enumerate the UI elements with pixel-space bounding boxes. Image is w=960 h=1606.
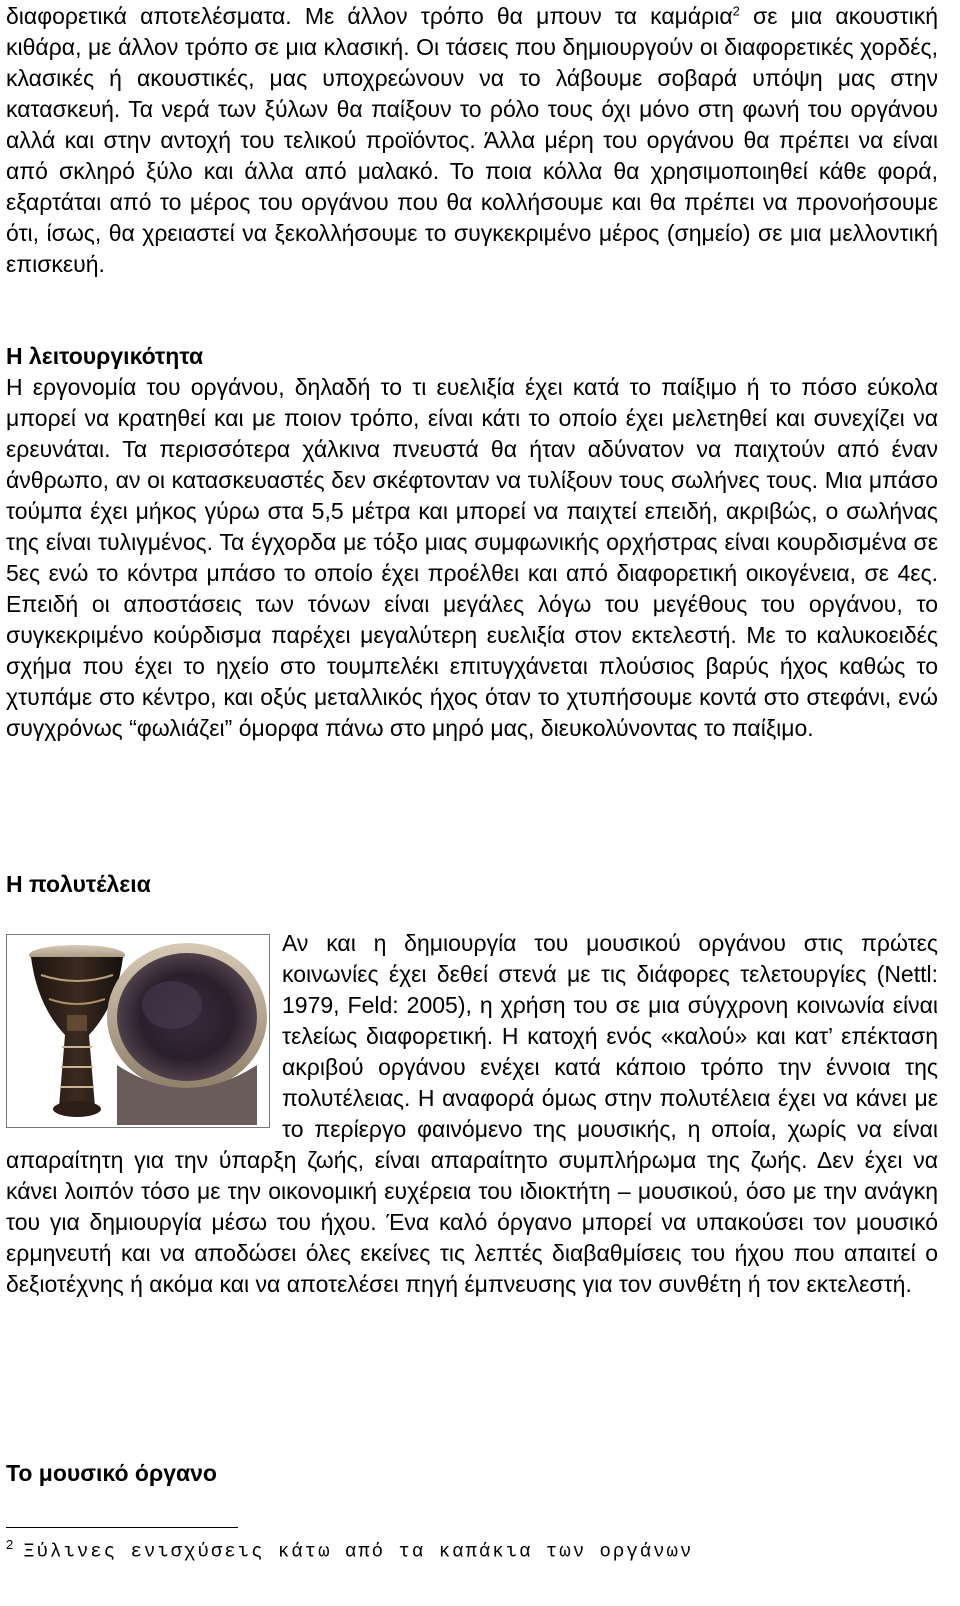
heading-luxury: Η πολυτέλεια	[6, 871, 151, 897]
paragraph-functionality: Η εργονομία του οργάνου, δηλαδή το τι ευελιξία έχει κατά το παίξιμο ή το πόσο εύκολα μπορεί να κρατηθεί και με ποιον τρόπο, είναι κάτι το οποίο έχει μελετηθεί και συνεχίζει να ερευνάται. Τα περισσότερα χάλκινα πνευστά θα ήταν αδύνατον να παιχτούν από έναν άνθρωπο, αν οι κατασκευαστές δεν σκέφτονταν να τυλίξουν τους σωλήνες τους. Μια μπάσο τούμπα έχει μήκος γύρω στα 5,5 μέτρα και μπορεί να παιχτεί επειδή, ακριβώς, ο σωλήνας της είναι τυλιγμένος. Τα έγχορδα με τόξο μιας συμφωνικής ορχήστρας είναι κουρδισμένα σε 5ες ενώ το κόντρα μπάσο το οποίο έχει προέλθει και από διαφορετική οικογένεια, σε 4ες. Επειδή οι αποστάσεις των τόνων είναι μεγάλες λόγω του μεγέθους του οργάνου, το συγκεκριμένο κούρδισμα παρέχει μεγαλύτερη ευελιξία στον εκτελεστή. Με το καλυκοειδές σχήμα που έχει το ηχείο στο τουμπελέκι επιτυγχάνεται πλούσιος βαρύς ήχος καθώς το χτυπάμε στο κέντρο, και οξύς μεταλλικός ήχος όταν το χτυπήσουμε κοντά στο στεφάνι, ενώ συγχρόνως “φωλιάζει” όμορφα πάνω στο μηρό μας, διευκολύνοντας το παίξιμο.	[6, 374, 938, 741]
toumbeleki-drums-image	[6, 934, 270, 1128]
paragraph-luxury: Αν και η δημιουργία του μουσικού οργάνου στις πρώτες κοινωνίες έχει δεθεί στενά με τις διάφορες τελετουργίες (Nettl: 1979, Feld: 2005), η χρήση του σε μια σύγχρονη κοινωνία είναι τελείως διαφορετική. Η κατοχή ενός «καλού» και κατ’ επέκταση ακριβού οργάνου ενέχει κατά κάποιο τρόπο την έννοια της πολυτέλειας. Η αναφορά όμως στην πολυτέλεια έχει να κάνει με το περίεργο φαινόμενο της μουσικής, η οποία, χωρίς να είναι απαραίτητη για την ύπαρξη ζωής, είναι απαραίτητο συμπλήρωμα της ζωής. Δεν έχει να κάνει λοιπόν τόσο με την οικονομική ευχέρεια του ιδιοκτήτη – μουσικού, όσο με την ανάγκη του για δημιουργία μέσω του ήχου. Ένα καλό όργανο μπορεί να υπακούσει τον μουσικό ερμηνευτή και να αποδώσει όλες εκείνες τις λεπτές διαβαθμίσεις του ήχου που απαιτεί ο δεξιοτέχνης ή ακόμα και να αποτελέσει πηγή έμπνευσης για τον συνθέτη ή τον εκτελεστή.	[6, 930, 938, 1297]
paragraph-text-end: σε μια ακουστική κιθάρα, με άλλον τρόπο σε μια κλασική. Οι τάσεις που δημιουργούν οι διαφορετικές χορδές, κλασικές ή ακουστικές, μας υποχρεώνουν να το λάβουμε σοβαρά υπόψη μας στην κατασκευή. Τα νερά των ξύλων θα παίξουν το ρόλο τους όχι μόνο στη φωνή του οργάνου αλλά και στην αντοχή του τελικού προϊόντος. Άλλα μέρη του οργάνου θα πρέπει να είναι από σκληρό ξύλο και άλλα από μαλακό. Το ποια κόλλα θα χρησιμοποιηθεί κάθε φορά, εξαρτάται από το μέρος του οργάνου που θα κολλήσουμε και θα πρέπει να προνοήσουμε ότι, ίσως, θα χρειαστεί να ξεκολλήσουμε το συγκεκριμένο μέρος (σημείο) σε μια μελλοντική επισκευή.	[6, 3, 938, 277]
luxury-section	[6, 928, 938, 1300]
footnote-mark: 2	[6, 1537, 14, 1552]
footnote-reference[interactable]: 2	[732, 3, 740, 19]
footnote	[6, 1533, 693, 1563]
footnote-separator	[6, 1527, 238, 1528]
paragraph-text-start: διαφορετικά αποτελέσματα. Με άλλον τρόπο θα μπουν τα καμάρια	[6, 3, 733, 29]
heading-functionality: Η λειτουργικότητα	[6, 343, 204, 369]
goblet-drum-right	[107, 943, 267, 1125]
footnote-text: Ξύλινες ενισχύσεις κάτω από τα καπάκια των οργάνων	[23, 1540, 694, 1563]
paragraph-guitar-construction	[6, 1, 938, 280]
heading-musical-instrument: Το μουσικό όργανο	[6, 1460, 217, 1486]
